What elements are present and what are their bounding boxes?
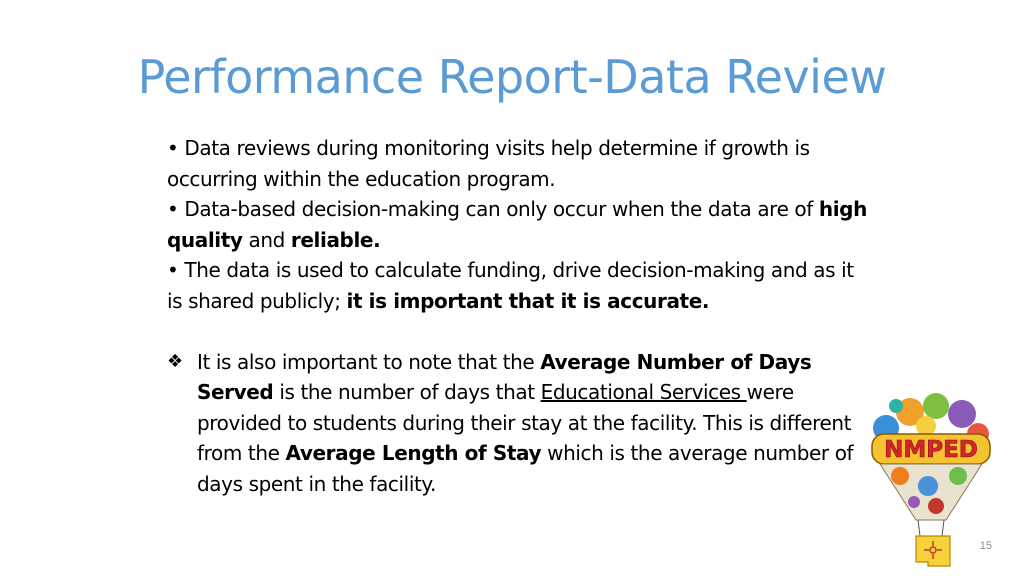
bullet-3 xyxy=(167,255,867,316)
bullet-2-bold-reliable: reliable. xyxy=(290,227,381,252)
callout-bold-days-served: Average Number of Days Served xyxy=(197,349,812,404)
spacer xyxy=(167,316,867,347)
callout-post: which is the average number of days spent in the facility. xyxy=(197,441,854,496)
logo-text: NMPED xyxy=(884,437,978,463)
callout-text xyxy=(197,347,867,500)
bullet-marker: • xyxy=(167,258,179,282)
bullet-2 xyxy=(167,194,867,255)
slide-title: Performance Report-Data Review xyxy=(137,50,887,104)
bullet-2-text: Data-based decision-making can only occur when the data are of xyxy=(184,197,819,221)
bullet-marker: • xyxy=(167,197,179,221)
callout-mid-1: is the number of days that xyxy=(273,380,541,404)
bullet-1-text: Data reviews during monitoring visits help determine if growth is occurring within the education program. xyxy=(167,136,810,191)
page-number: 15 xyxy=(979,540,992,552)
bullet-3-text: The data is used to calculate funding, drive decision-making and as it is shared publicly; xyxy=(167,258,854,313)
bullet-1 xyxy=(167,133,867,194)
callout xyxy=(167,347,867,500)
callout-bold-length-of-stay: Average Length of Stay xyxy=(285,441,542,465)
diamond-bullet-icon: ❖ xyxy=(167,350,183,372)
nmped-logo xyxy=(866,390,994,568)
bullet-marker: • xyxy=(167,136,179,160)
slide-body xyxy=(167,133,867,499)
bullet-3-bold: it is important that it is accurate. xyxy=(346,288,710,313)
bullet-2-and: and xyxy=(242,227,291,252)
callout-underline: Educational Services xyxy=(540,380,747,404)
callout-pre: It is also important to note that the xyxy=(197,349,541,374)
bullet-2-bold-quality: high quality xyxy=(167,197,867,252)
callout-mid-2: were provided to students during their stay at the facility. This is different from the xyxy=(197,380,852,465)
